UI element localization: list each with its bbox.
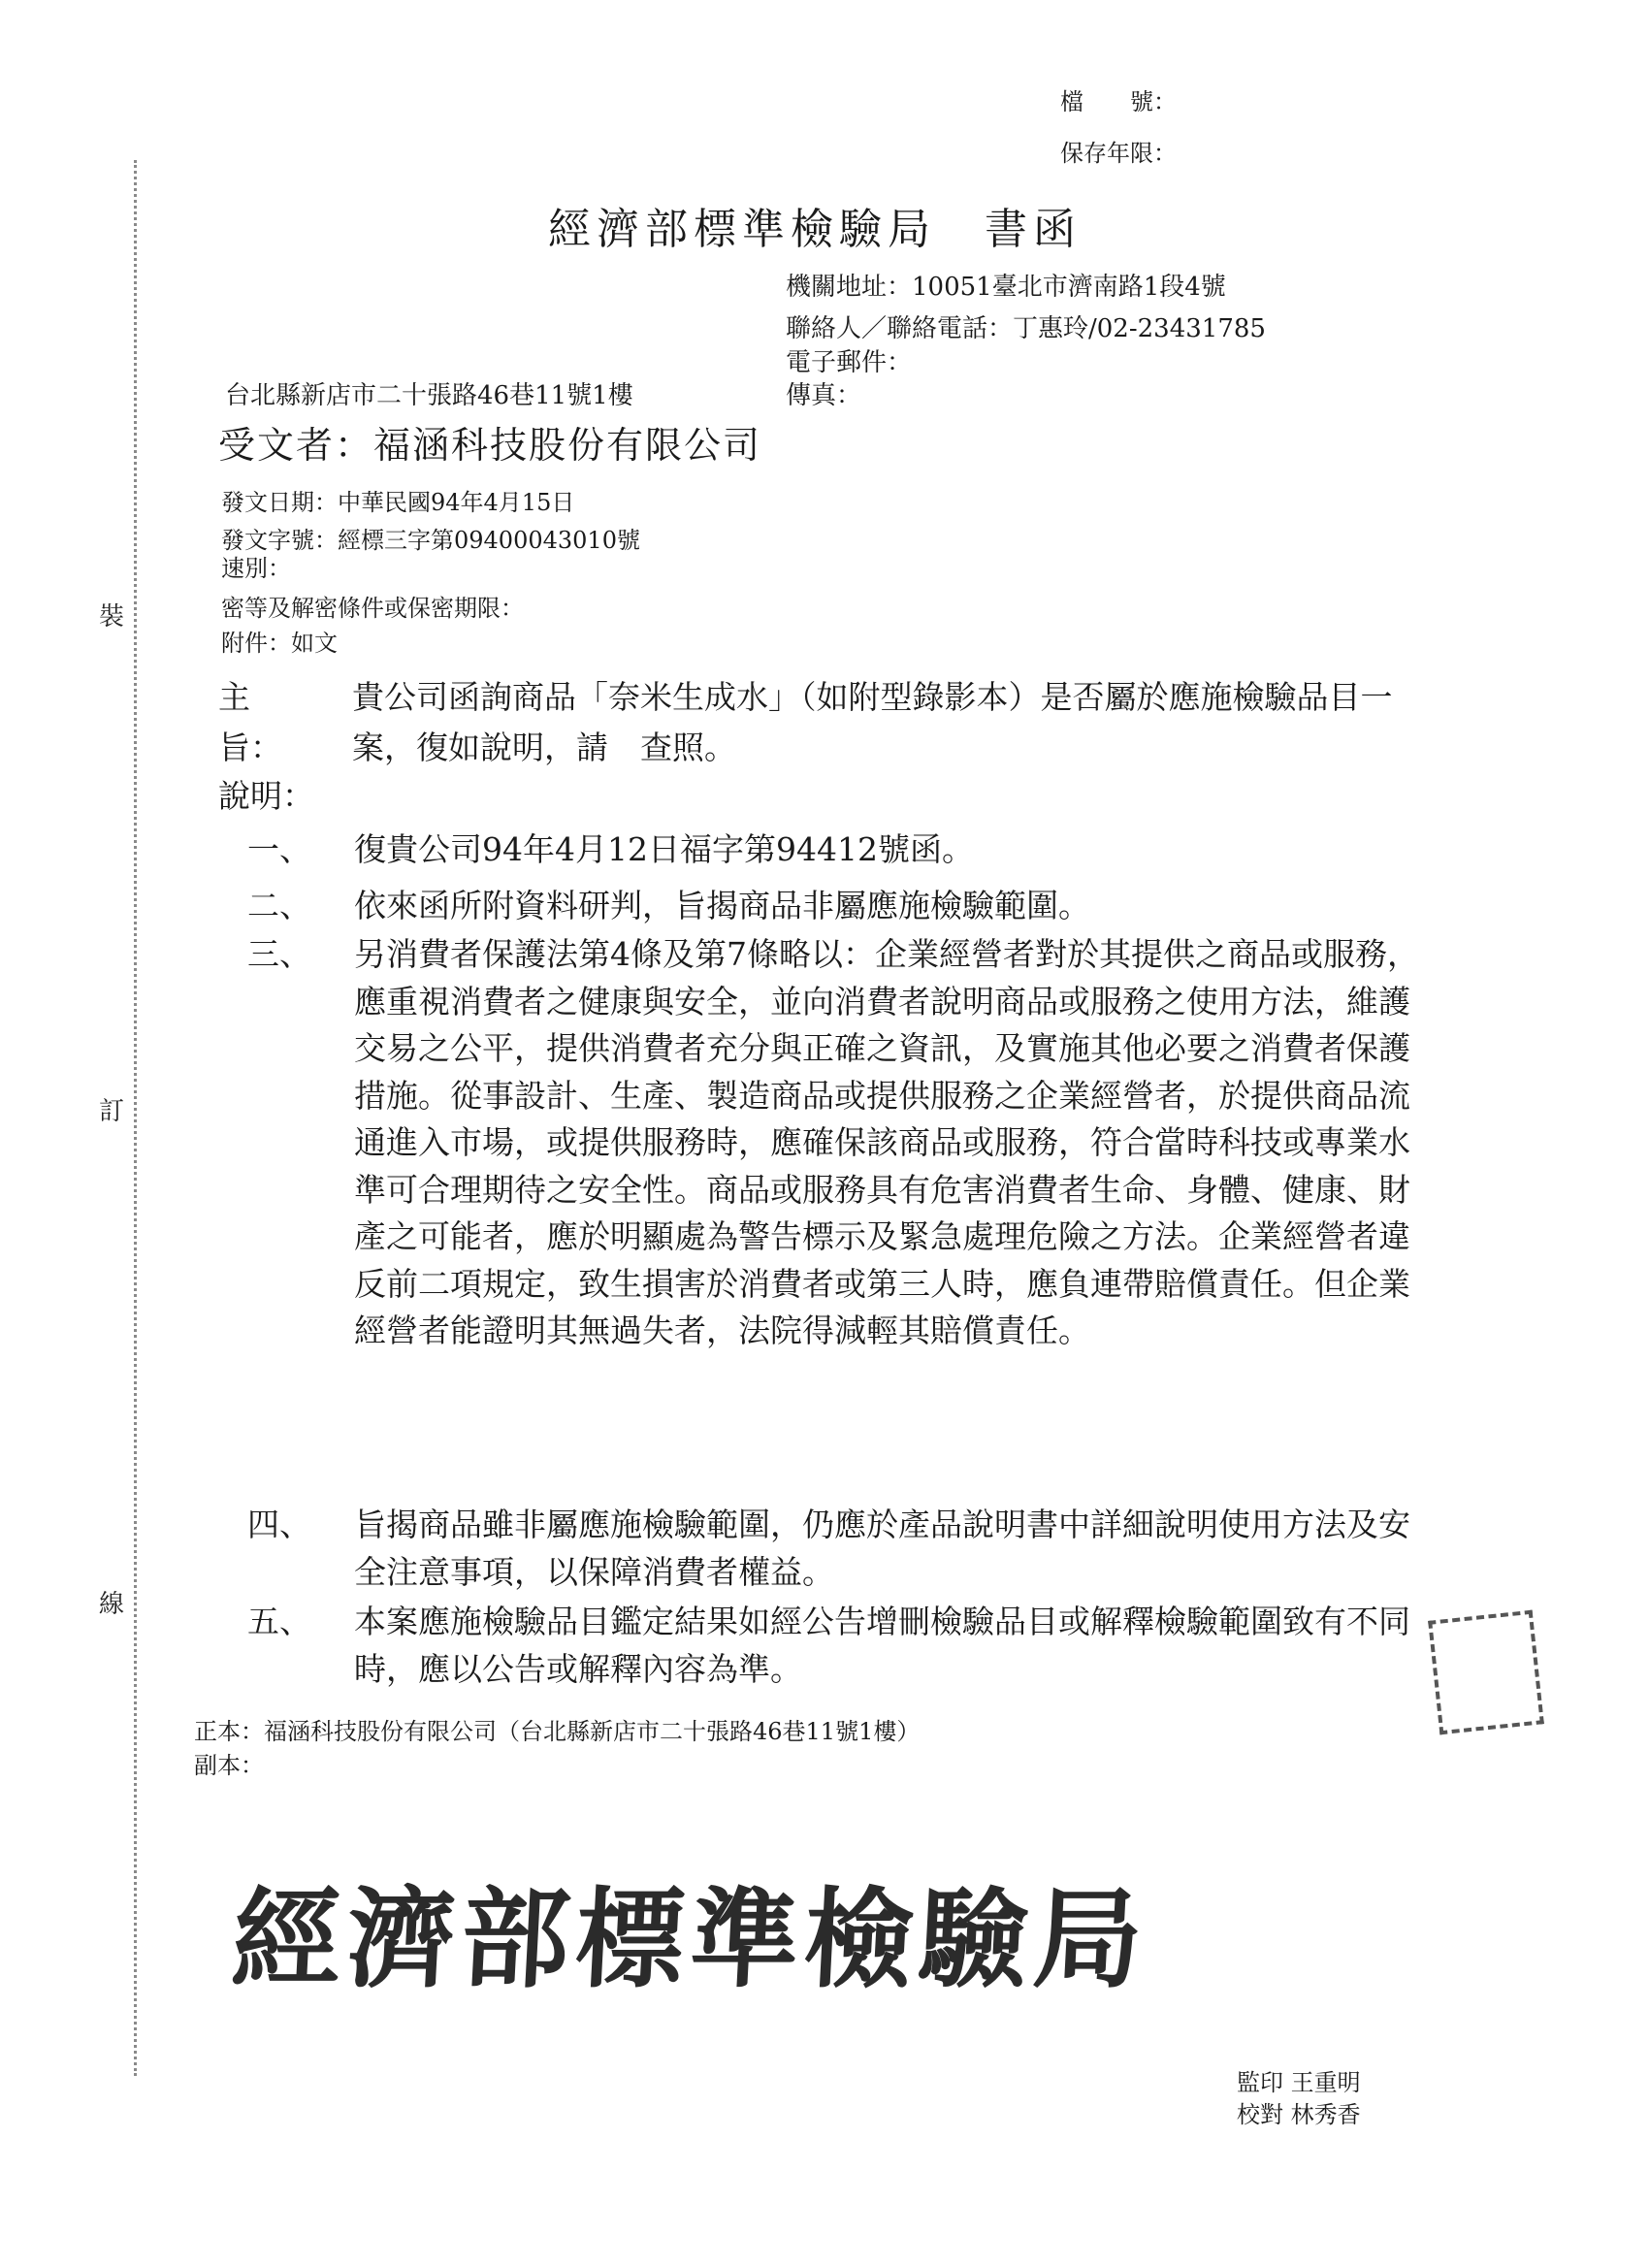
agency-seal: 經濟部標準檢驗局: [229, 1876, 1151, 2003]
proofreader: 校對 林秀香: [1237, 2101, 1361, 2128]
original-recipient: 正本：福涵科技股份有限公司（台北縣新店市二十張路46巷11號1樓）: [194, 1718, 921, 1745]
document-title: 經濟部標準檢驗局 書函: [548, 205, 1082, 254]
item-text: 本案應施檢驗品目鑑定結果如經公告增刪檢驗品目或解釋檢驗範圍致有不同時，應以公告或解釋內容為準。: [354, 1603, 1410, 1688]
contact-info: 聯絡人／聯絡電話：丁惠玲/02-23431785: [786, 314, 1266, 343]
email-label: 電子郵件：: [786, 348, 913, 377]
item-number: 一、: [247, 830, 311, 868]
item-number: 五、: [247, 1603, 311, 1640]
item-text: 復貴公司94年4月12日福字第94412號函。: [354, 830, 974, 868]
subject-text: 貴公司函詢商品「奈米生成水」（如附型錄影本）是否屬於應施檢驗品目一案，復如說明，請 查照。: [352, 678, 1393, 766]
explanation-label: 說明：: [218, 777, 314, 815]
speed-label: 速別：: [221, 555, 291, 582]
retention-period-label: 保存年限：: [1060, 140, 1177, 167]
subject-label: 主旨：: [218, 678, 282, 766]
item-text: 另消費者保護法第4條及第7條略以：企業經營者對於其提供之商品或服務，應重視消費者之健康與安全，並向消費者說明商品或服務之使用方法，維護交易之公平，提供消費者充分與正確之資訊，及實施其他必要之消費者保護措施。從事設計、生產、製造商品或提供服務之企業經營者，於提供商品流通進入市場，或提供服務時，應確保該商品或服務，符合當時科技或專業水準可合理期待之安全性。商品或服務具有危害消費者生命、身體、健康、財產之可能者，應於明顯處為警告標示及緊急處理危險之方法。企業經營者違反前二項規定，致生損害於消費者或第三人時，應負連帶賠償責任。但企業經營者能證明其無過失者，法院得減輕其賠償責任。: [354, 935, 1419, 1349]
binding-dotted-line: [134, 160, 137, 2076]
supervisor-seal: 監印 王重明: [1237, 2069, 1361, 2096]
binding-mark-ding: 訂: [99, 1097, 125, 1126]
item-text: 依來函所附資料研判，旨揭商品非屬應施檢驗範圍。: [354, 887, 1090, 924]
stamp-mark: [1428, 1610, 1544, 1735]
recipient: 受文者：福涵科技股份有限公司: [218, 424, 762, 467]
issue-date: 發文日期：中華民國94年4月15日: [221, 489, 575, 516]
binding-mark-zhuang: 裝: [99, 602, 125, 632]
item-number: 四、: [247, 1506, 311, 1543]
document-number: 發文字號：經標三字第09400043010號: [221, 527, 640, 554]
item-text: 旨揭商品雖非屬應施檢驗範圍，仍應於產品說明書中詳細說明使用方法及安全注意事項，以保障消費者權益。: [354, 1506, 1410, 1591]
recipient-address: 台北縣新店市二十張路46巷11號1樓: [225, 381, 633, 410]
copy-recipient: 副本：: [194, 1752, 264, 1779]
fax-label: 傳真：: [786, 381, 862, 410]
agency-address: 機關地址：10051臺北市濟南路1段4號: [786, 273, 1226, 302]
secrecy-label: 密等及解密條件或保密期限：: [221, 595, 524, 622]
attachment-label: 附件：如文: [221, 630, 338, 657]
item-number: 三、: [247, 935, 311, 973]
item-number: 二、: [247, 887, 311, 924]
binding-mark-xian: 線: [99, 1590, 125, 1619]
file-number-label: 檔 號：: [1060, 88, 1177, 115]
